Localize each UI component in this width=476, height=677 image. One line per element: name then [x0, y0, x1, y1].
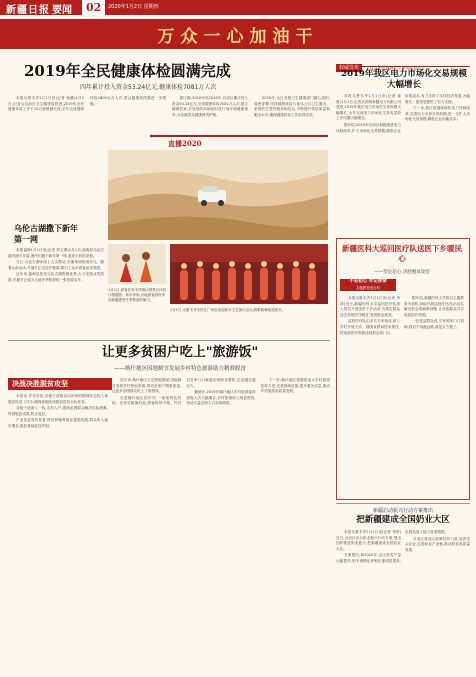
dairy-title: 新疆启动振兴行动方案推出	[372, 508, 433, 514]
small-photo-dancers	[108, 244, 166, 284]
medical-body	[340, 296, 464, 494]
side-paragraph: 近年来,福海县依托乌伦古湖资源优势,大力发展冰雪旅游,冬捕节已成为当地冬季旅游的一张亮丽名片。	[8, 272, 104, 282]
dairy-paragraph: 本报乌鲁木齐1月1日讯(记者 李婷)近日,自治区出台奶业振兴行动方案,提出加快推进奶业振兴,把新疆建成全国奶业大区。	[336, 530, 401, 551]
kicker-note: · 在自治区保障民生新闻发布会上	[367, 65, 426, 70]
lead-paragraph: 本报乌鲁木齐1月1日讯(记者 杨薇)1月1日,记者从自治区卫生健康委获悉,2019年全民健康体检工作于12月底圆满完成,全年完成健康体检1800余万人次,群众健康获得感进一步增强。	[8, 96, 166, 112]
tourism-subtitle: ——喀什地区因地制宜发展乡村特色旅游助力精准脱贫	[113, 366, 246, 372]
photo-caption-1: 1月1日,游客在库木塔格沙漠景区体验沙漠越野。新年伊始,各地游客纷纷来到新疆感受冬季旅游的魅力。	[108, 288, 167, 302]
medical-tag-text: 不忘初心 牢记使命	[349, 279, 387, 284]
poverty-paragraph: 各级干部深入一线,走村入户,帮助贫困群众解决实际困难,巩固脱贫成果,防止返贫。	[8, 406, 108, 416]
stage-photo	[170, 244, 328, 304]
medical-subtitle: ——坚定信心 决胜脱贫攻坚	[374, 270, 430, 275]
lead-title: 2019年全民健康体检圆满完成	[24, 62, 231, 80]
side-body	[8, 248, 104, 344]
poverty-body	[8, 394, 108, 672]
side-paragraph: 本报福海1月1日电(记者 郭玉琳)1月1日,福海县乌伦古湖冬捕节开幕,渔民们撒下新年第一网,迎来丰收的喜悦。	[8, 248, 104, 258]
tourism-body	[112, 378, 330, 672]
lead-subtitle: 四年累计投入资金53.24亿元,健康体检7081万人次	[80, 84, 217, 91]
medical-paragraph: 本报乌鲁木齐1月1日讯(记者 李萍)近日,新疆医科大学巡回医疗队深入基层开展送医下乡活动,为基层群众送去优质医疗服务,受到群众欢迎。	[340, 296, 400, 317]
photo-caption-2: 1月1日,乌鲁木齐市民在广场参加迎新年文艺演出活动,载歌载舞欢度新年。	[170, 308, 286, 312]
dancers-illustration	[108, 244, 166, 284]
tourism-paragraph: 近年来,喀什地区立足资源禀赋,因地制宜发展乡村特色旅游,带动贫困户增收致富,让更多贫困群众吃上了旅游饭。	[112, 378, 182, 394]
photo-section-label: 直播2020	[168, 139, 202, 148]
tourism-title: 让更多贫困户吃上"旅游饭"	[101, 345, 259, 360]
page-number: 02	[82, 0, 105, 15]
divider	[336, 503, 470, 504]
electric-paragraph: 据介绍,2019年自治区积极推进电力体制改革,扩大市场化交易规模,降低企业用电成本,有力支持了实体经济发展,为稳增长、促发展提供了有力支撑。	[336, 94, 470, 133]
divider	[8, 340, 330, 341]
section-name: 要闻	[52, 5, 72, 16]
kicker-bar	[336, 54, 470, 71]
desert-illustration	[108, 150, 328, 240]
medical-paragraph: 巡回医疗队由多名专家组成,深入乡村开展义诊、健康宣教和技术帮扶,把优质医疗资源送到群众家门口。	[340, 319, 400, 335]
side-paragraph: 当日,乌伦古湖冰面上人头攒动,冬捕现场热闹非凡。随着头鱼出冰,冬捕节正式拉开帷幕,吸引了众多游客前来观看。	[8, 260, 104, 270]
dairy-body	[336, 530, 470, 672]
stage-illustration	[170, 244, 328, 304]
dairy-title-2: 把新疆建成全国奶业大区	[356, 515, 450, 525]
medical-tag	[340, 279, 396, 291]
side-title: 乌伦古湖撒下新年第一网	[14, 223, 78, 244]
medical-tag-note: 主题教育进行时	[355, 286, 381, 290]
desert-photo	[108, 150, 328, 240]
banner-title: 万众一心加油干	[157, 27, 319, 47]
photo-divider	[150, 135, 328, 137]
kicker-tag: 权威发布	[336, 64, 362, 72]
dairy-paragraph: 自治区将加大政策扶持力度,培育龙头企业,完善奶业产业链,推动奶业高质量发展。	[405, 536, 470, 552]
electric-title: 2019年我区电力市场化交易规模大幅增长	[341, 69, 467, 90]
electric-paragraph: 下一步,我区将继续深化电力体制改革,完善电力市场交易机制,进一步扩大市场化交易规模,降低企业用能成本。	[405, 106, 470, 122]
tourism-paragraph: 走进喀什地区的乡村,一座座特色民宿、农家乐错落有致,游客络绎不绝。村民们在家门口就能实现就业增收,生活越过越红火。	[112, 378, 256, 406]
lead-paragraph: 2019年,全区各级卫生健康部门精心组织,周密部署,坚持健康体检与基本公共卫生服务、家庭医生签约服务相结合,不断提升体检质量和服务水平,确保健康体检工作取得实效。	[254, 96, 330, 117]
dairy-paragraph: 方案提出,到2025年,全区奶类产量大幅提升,奶牛规模化养殖比重明显提高,乳制品加工能力显著增强。	[336, 530, 449, 563]
electric-paragraph: 本报乌鲁木齐1月1日讯(记者 崔蕾)1月1日,记者从国网新疆电力有限公司获悉,2019年我区电力市场化交易规模大幅增长,全年完成电力市场化交易电量较上年同期大幅增长。	[336, 94, 401, 121]
lead-paragraph: 据了解,2016年至2019年,自治区累计投入资金53.24亿元,完成健康体检7081万人次,建立健康档案,对发现的疾病及时进行治疗和健康指导,为各族群众健康保驾护航。	[172, 96, 248, 117]
electric-body	[336, 94, 470, 234]
poverty-title: 决战决胜脱贫攻坚	[8, 378, 112, 390]
poverty-paragraph: 产业扶贫成效显著,特色种植养殖业蓬勃发展,群众收入稳步增长,脱贫基础更加牢固。	[8, 418, 108, 428]
newspaper-logo: 新疆日报	[6, 5, 50, 16]
poverty-paragraph: 本报讯 岁末年初,各地干部群众以昂扬的精神状态投入到脱贫攻坚工作中,确保如期完成脱贫攻坚目标任务。	[8, 394, 108, 404]
tourism-paragraph: 下一步,喀什地区将继续加大乡村旅游扶持力度,完善基础设施,提升服务质量,推动乡村旅游高质量发展。	[260, 378, 330, 394]
tourism-paragraph: 据统计,2019年喀什地区乡村旅游接待游客人次大幅增长,乡村旅游收入明显提高,带动大量贫困人口实现增收。	[186, 390, 256, 406]
medical-paragraph: 据介绍,新疆医科大学将以主题教育为契机,持续开展巡回医疗活动,切实解决群众看病难问题,让各族群众共享优质医疗资源。	[404, 296, 464, 317]
dateline: 2020年1月2日 星期四	[108, 4, 159, 10]
medical-title: 新疆医科大巡回医疗队送医下乡暖民心	[342, 244, 462, 263]
medical-paragraph: 一位受益群众说,专家到家门口看病,我们不用跑远路,真是太方便了。	[404, 319, 464, 329]
lead-body	[8, 96, 330, 136]
